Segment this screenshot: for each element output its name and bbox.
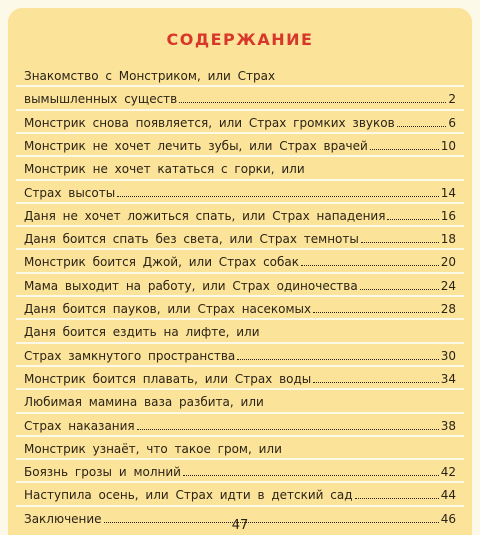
toc-entry [24,460,456,480]
dot-leader [397,126,446,127]
toc-entry-title: Даня не хочет ложиться спать, или Страх нападения [24,208,386,223]
toc-entry [24,111,456,131]
dot-leader [137,429,439,430]
toc-entry-title: Страх замкнутого пространства [24,348,236,363]
toc-entry-title: Мама выходит на работу, или Страх одиночества [24,278,358,293]
toc-entry-title: Заключение [24,511,102,526]
dot-leader [237,359,438,360]
toc-entry-title: Монстрик узнаёт, что такое гром, или [24,441,282,456]
toc-entry [24,134,456,154]
toc-entry-title: Монстрик боится плавать, или Страх воды [24,371,312,386]
toc-entry-page: 38 [440,418,456,433]
toc-entry [24,437,456,457]
toc-entry [24,320,456,340]
dot-leader [360,289,439,290]
dot-leader [179,102,446,103]
page-title: СОДЕРЖАНИЕ [166,30,314,49]
toc-entry-title: Любимая мамина ваза разбита, или [24,395,264,410]
dot-leader [361,242,439,243]
toc-entry-title: Даня боится пауков, или Страх насекомых [24,302,312,316]
toc-entry [24,274,456,294]
toc-entry [24,414,456,434]
toc-entry [24,87,456,107]
dot-leader [387,219,438,220]
toc-entry-page: 34 [440,371,456,386]
dot-leader [370,149,439,150]
toc-entry-page: 28 [440,302,456,316]
dot-leader [117,196,439,197]
toc-entry [24,390,456,410]
toc-entry-page: 46 [440,511,456,526]
toc-entry-title: Даня боится ездить на лифте, или [24,325,260,340]
toc-entry-page: 30 [440,348,456,363]
toc-entry-title: Боязнь грозы и молний [24,465,181,480]
toc-entry-title: Страх высоты [24,185,116,200]
toc-entry-title: Монстрик не хочет лечить зубы, или Страх врачей [24,138,368,153]
toc-entry [24,297,456,317]
toc-entry-page: 24 [440,278,456,293]
toc-entry-page: 10 [440,138,456,153]
toc-entry [24,204,456,224]
dot-leader [183,475,439,476]
toc-entry-page: 42 [440,465,456,480]
toc-entry-title: Монстрик снова появляется, или Страх громких звуков [24,115,395,130]
toc-entry [24,181,456,201]
toc-entry-title: Даня боится спать без света, или Страх темноты [24,232,359,247]
page-number: 47 [231,518,249,533]
toc-entry [24,64,456,84]
toc-entry-title: Наступила осень, или Страх идти в детский сад [24,488,353,503]
book-page [8,8,472,535]
dot-leader [301,265,439,266]
toc-entry-title: вымышленных существ [24,92,178,107]
toc-entry-title: Страх наказания [24,418,135,433]
dot-leader [313,312,439,313]
toc-entry [24,227,456,247]
toc-entry-page: 6 [448,115,456,130]
toc-entry [24,157,456,177]
toc-entry-page: 2 [448,92,456,107]
toc-entry-page: 44 [440,488,456,503]
dot-leader [355,498,439,499]
toc-entry-page: 16 [440,208,456,223]
toc-entry-title: Монстрик боится Джой, или Страх собак [24,255,300,270]
toc-entry [24,344,456,364]
toc-entry [24,367,456,387]
toc-entry-page: 20 [440,255,456,270]
dot-leader [313,382,438,383]
toc-entry-title: Знакомство с Монстриком, или Страх [24,69,276,83]
toc-entry-page: 14 [440,185,456,200]
toc-entry [24,483,456,503]
toc-entry-page: 18 [440,232,456,247]
toc-entry-title: Монстрик не хочет кататься с горки, или [24,162,305,177]
toc-entry [24,250,456,270]
